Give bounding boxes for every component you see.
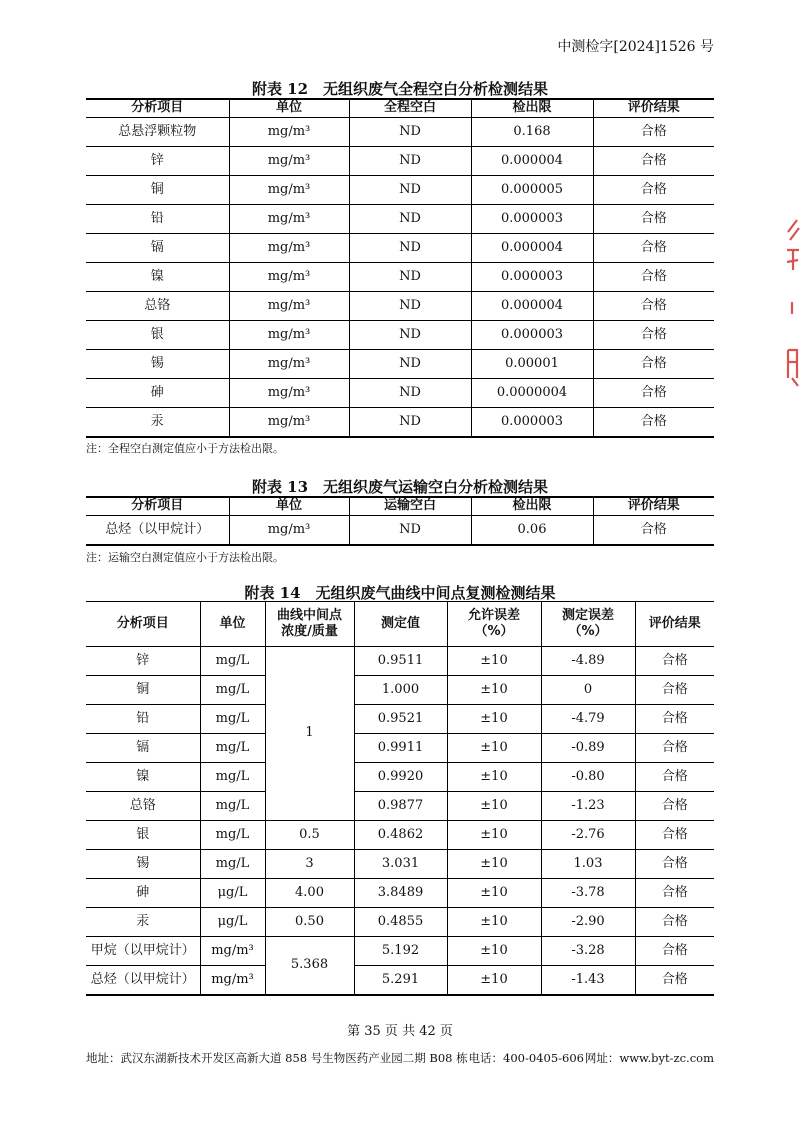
table12-col-header: 评价结果 [593,99,714,118]
table-cell: 0.00001 [471,350,593,379]
table-cell: ND [349,147,471,176]
table13-col-header: 检出限 [471,497,593,516]
table-cell: 0.06 [471,516,593,546]
footer-phone: 电话：400-0405-606 [468,1051,584,1065]
table-cell: ND [349,350,471,379]
table-cell: mg/L [200,821,265,850]
table-cell: 合格 [593,118,714,147]
table-row [86,908,714,937]
table-cell: 砷 [86,879,200,908]
table-cell: ±10 [447,705,541,734]
table-cell: -4.79 [541,705,635,734]
table-cell: 铅 [86,705,200,734]
table-cell: 锡 [86,350,229,379]
table-cell: 0.000003 [471,263,593,292]
table-cell: ND [349,516,471,546]
table-cell: 0.168 [471,118,593,147]
table-cell: mg/L [200,647,265,676]
table-cell: 合格 [635,937,714,966]
table14-body [86,647,714,996]
seal-stamp-fragment [784,210,800,410]
table-cell: 锡 [86,850,200,879]
table-cell: 0.4862 [354,821,447,850]
table14-col-header: 允许误差 （%） [447,602,541,647]
table13-col-header: 运输空白 [349,497,471,516]
table13-body [86,516,714,546]
table-row [86,647,714,676]
table-cell-conc: 0.50 [265,908,354,937]
table-cell: 合格 [593,176,714,205]
table-row [86,879,714,908]
table-cell: ±10 [447,647,541,676]
report-number: 中测检字[2024]1526 号 [557,39,714,55]
table-cell: 合格 [635,763,714,792]
table-cell: 合格 [635,908,714,937]
table14-col-header: 分析项目 [86,602,200,647]
table-cell: 0.9521 [354,705,447,734]
table-cell-conc: 5.368 [265,937,354,996]
table-cell: ±10 [447,966,541,996]
table-cell: ND [349,321,471,350]
table-cell: 铜 [86,676,200,705]
table14-col-header: 曲线中间点 浓度/质量 [265,602,354,647]
table-cell-conc: 0.5 [265,821,354,850]
table-cell: mg/m³ [229,147,349,176]
table12-col-header: 单位 [229,99,349,118]
table-row [86,516,714,546]
table-cell: ND [349,379,471,408]
table12-col-header: 检出限 [471,99,593,118]
table12-col-header: 全程空白 [349,99,471,118]
table-cell: μg/L [200,879,265,908]
table-cell: 合格 [635,879,714,908]
table-cell: ND [349,234,471,263]
table-row [86,205,714,234]
table-cell: ±10 [447,734,541,763]
table14-title: 附表 14 无组织废气曲线中间点复测检测结果 [244,584,556,602]
table-cell: 0.9877 [354,792,447,821]
table-cell: -2.76 [541,821,635,850]
table-cell: 汞 [86,408,229,438]
table-cell: 5.192 [354,937,447,966]
table13-note: 注：运输空白测定值应小于方法检出限。 [86,551,284,564]
table-row [86,234,714,263]
table-cell: -4.89 [541,647,635,676]
table13-col-header: 单位 [229,497,349,516]
table13-header-row [86,497,714,516]
table-cell: ±10 [447,763,541,792]
table-cell: 汞 [86,908,200,937]
table-cell: 合格 [635,966,714,996]
table-cell: 合格 [593,263,714,292]
table-cell: 总烃（以甲烷计） [86,966,200,996]
table-row [86,176,714,205]
table-row [86,292,714,321]
table-row [86,966,714,996]
table-cell: 锌 [86,147,229,176]
table12 [86,98,714,438]
table-cell: 合格 [635,734,714,763]
table-cell: mg/m³ [229,408,349,438]
footer-website: 网址：www.byt-zc.com [584,1051,714,1065]
table-cell: mg/m³ [229,205,349,234]
table-cell: 合格 [635,792,714,821]
table12-note: 注：全程空白测定值应小于方法检出限。 [86,442,284,455]
table-row [86,937,714,966]
table-cell: 合格 [593,292,714,321]
table-cell: 0.000003 [471,321,593,350]
table-cell-conc: 3 [265,850,354,879]
table-row [86,792,714,821]
table-cell: 总烃（以甲烷计） [86,516,229,546]
table-cell: 镉 [86,734,200,763]
seal-stamp-marks [787,220,799,386]
table-cell: 铜 [86,176,229,205]
table-cell: mg/m³ [229,263,349,292]
table-cell: 0.000004 [471,147,593,176]
table-row [86,379,714,408]
table-cell: 合格 [635,821,714,850]
table-cell: 5.291 [354,966,447,996]
table-cell: 合格 [635,705,714,734]
table-cell: mg/m³ [229,118,349,147]
table-row [86,763,714,792]
table13 [86,496,714,546]
table12-title: 附表 12 无组织废气全程空白分析检测结果 [251,80,549,98]
table-cell: mg/m³ [229,516,349,546]
table-cell: mg/m³ [229,292,349,321]
footer-address: 地址：武汉东湖新技术开发区高新大道 858 号生物医药产业园二期 B08 栋 [86,1051,468,1065]
table-cell: 0.0000004 [471,379,593,408]
table13-title: 附表 13 无组织废气运输空白分析检测结果 [251,478,549,496]
table-cell: 甲烷（以甲烷计） [86,937,200,966]
page-number: 第 35 页 共 42 页 [347,1024,453,1039]
footer [86,1050,714,1066]
table14-header-row [86,602,714,647]
table-cell: mg/m³ [229,379,349,408]
table-cell: ND [349,176,471,205]
table-cell: ND [349,292,471,321]
table-cell: 0.000003 [471,408,593,438]
table-cell: 铅 [86,205,229,234]
table-row [86,118,714,147]
table-cell: 合格 [593,147,714,176]
table-cell: mg/m³ [200,937,265,966]
table-cell: ND [349,263,471,292]
table-row [86,408,714,438]
table-cell: 0 [541,676,635,705]
table-cell: 合格 [593,350,714,379]
table-cell: ±10 [447,908,541,937]
table-cell: 镉 [86,234,229,263]
table-cell: ±10 [447,937,541,966]
table-cell: 合格 [593,205,714,234]
table13-col-header: 评价结果 [593,497,714,516]
table-cell: mg/L [200,792,265,821]
table-row [86,734,714,763]
table-cell: 合格 [635,676,714,705]
table-cell: mg/m³ [229,176,349,205]
table-cell: ±10 [447,792,541,821]
table-cell: -1.23 [541,792,635,821]
table-cell: mg/L [200,705,265,734]
table-cell: ND [349,205,471,234]
table-cell: mg/L [200,676,265,705]
table-row [86,705,714,734]
table-cell: mg/m³ [229,350,349,379]
table14 [86,601,714,996]
table-cell-conc: 1 [265,647,354,821]
table-cell: 合格 [635,647,714,676]
table-cell: 总悬浮颗粒物 [86,118,229,147]
table-row [86,821,714,850]
table-cell: ±10 [447,879,541,908]
table-cell: 0.000004 [471,292,593,321]
table-cell: mg/m³ [200,966,265,996]
table-cell: ±10 [447,850,541,879]
table-cell: 0.000005 [471,176,593,205]
table-cell: mg/L [200,763,265,792]
table-cell: 3.8489 [354,879,447,908]
table-cell: 合格 [593,234,714,263]
table-cell: -0.80 [541,763,635,792]
table-cell: 镍 [86,263,229,292]
table-row [86,850,714,879]
table13-col-header: 分析项目 [86,497,229,516]
table-cell: ±10 [447,821,541,850]
table-cell: ND [349,118,471,147]
table-cell: 镍 [86,763,200,792]
table-cell: 0.000003 [471,205,593,234]
table-cell: 合格 [593,379,714,408]
table-cell: ND [349,408,471,438]
table-cell: μg/L [200,908,265,937]
table-cell: mg/L [200,850,265,879]
table-row [86,263,714,292]
table-cell: -2.90 [541,908,635,937]
table-cell: mg/m³ [229,234,349,263]
table-cell: 银 [86,821,200,850]
table-cell: 合格 [593,408,714,438]
table-cell: 合格 [635,850,714,879]
table-cell: 0.9511 [354,647,447,676]
table-cell-conc: 4.00 [265,879,354,908]
table-cell: 1.03 [541,850,635,879]
table-cell: 0.4855 [354,908,447,937]
table-cell: -3.78 [541,879,635,908]
table-cell: 砷 [86,379,229,408]
table-cell: 总铬 [86,292,229,321]
table-cell: -0.89 [541,734,635,763]
table14-col-header: 测定值 [354,602,447,647]
table-cell: ±10 [447,676,541,705]
table-row [86,676,714,705]
table-cell: 总铬 [86,792,200,821]
table12-header-row [86,99,714,118]
table-cell: 3.031 [354,850,447,879]
table-cell: -3.28 [541,937,635,966]
table-cell: -1.43 [541,966,635,996]
table-cell: 合格 [593,516,714,546]
table-cell: 0.9920 [354,763,447,792]
table-row [86,147,714,176]
table-cell: 0.000004 [471,234,593,263]
table12-body [86,118,714,438]
table-cell: 0.9911 [354,734,447,763]
table-row [86,350,714,379]
table-cell: 合格 [593,321,714,350]
table-cell: 1.000 [354,676,447,705]
table-cell: mg/m³ [229,321,349,350]
table12-col-header: 分析项目 [86,99,229,118]
table-row [86,321,714,350]
table-cell: mg/L [200,734,265,763]
table-cell: 锌 [86,647,200,676]
table14-col-header: 测定误差 （%） [541,602,635,647]
table14-col-header: 单位 [200,602,265,647]
table-cell: 银 [86,321,229,350]
table14-col-header: 评价结果 [635,602,714,647]
